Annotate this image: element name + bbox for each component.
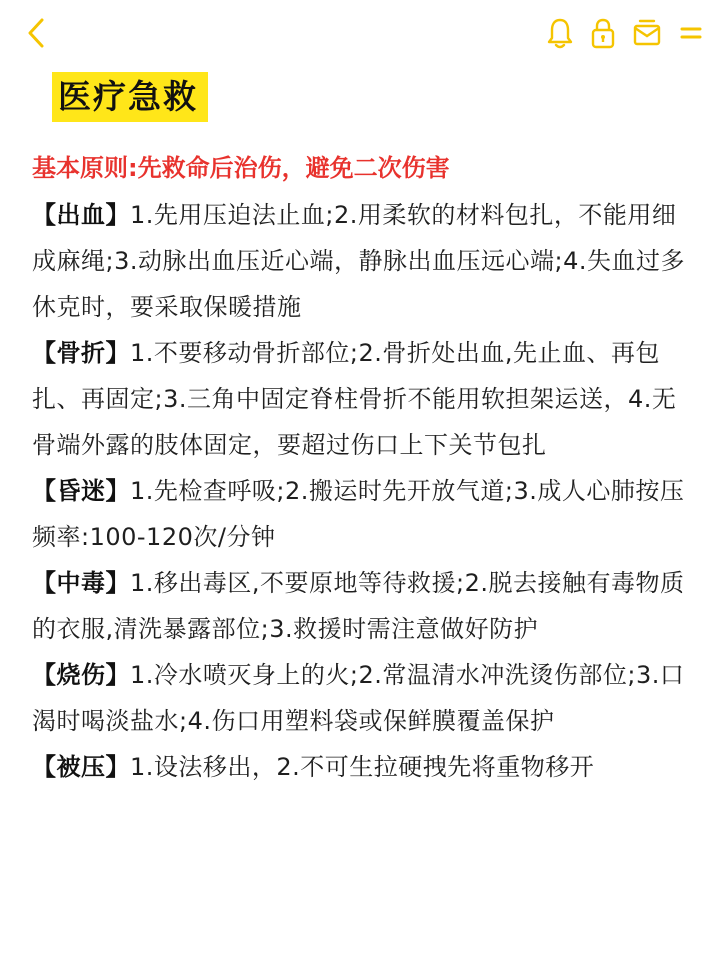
- section-label: 【烧伤】: [32, 661, 130, 689]
- menu-icon[interactable]: [678, 16, 704, 54]
- section-label: 【骨折】: [32, 339, 130, 367]
- page-title: 医疗急救: [52, 72, 208, 122]
- section-label: 【出血】: [32, 201, 130, 229]
- section-item: [32, 744, 692, 790]
- title-wrap: [52, 72, 208, 122]
- section-text: 1.不要移动骨折部位;2.骨折处出血,先止血、再包扎、再固定;3.三角中固定脊柱骨折不能用软担架运送，4.无骨端外露的肢体固定，要超过伤口上下关节包扎: [32, 339, 677, 459]
- section-text: 1.先用压迫法止血;2.用柔软的材料包扎，不能用细成麻绳;3.动脉出血压近心端，静脉出血压远心端;4.失血过多休克时，要采取保暖措施: [32, 201, 685, 321]
- chevron-left-icon[interactable]: [22, 16, 52, 50]
- section-text: 1.冷水喷灭身上的火;2.常温清水冲洗烫伤部位;3.口渴时喝淡盐水;4.伤口用塑料袋或保鲜膜覆盖保护: [32, 661, 685, 735]
- top-bar: [0, 0, 720, 68]
- section-item: [32, 330, 692, 468]
- section-label: 【中毒】: [32, 569, 130, 597]
- section-label: 【被压】: [32, 753, 130, 781]
- lock-icon[interactable]: [590, 16, 616, 54]
- section-item: [32, 652, 692, 744]
- toolbar-icons: [546, 16, 704, 54]
- bell-icon[interactable]: [546, 16, 574, 54]
- section-item: [32, 468, 692, 560]
- note-body: [32, 148, 692, 790]
- section-list: [32, 192, 692, 790]
- section-item: [32, 560, 692, 652]
- mail-icon[interactable]: [632, 16, 662, 54]
- section-item: [32, 192, 692, 330]
- section-label: 【昏迷】: [32, 477, 130, 505]
- section-text: 1.设法移出，2.不可生拉硬拽先将重物移开: [130, 753, 595, 781]
- section-text: 1.移出毒区,不要原地等待救援;2.脱去接触有毒物质的衣服,清洗暴露部位;3.救援时需注意做好防护: [32, 569, 685, 643]
- section-text: 1.先检查呼吸;2.搬运时先开放气道;3.成人心肺按压频率:100-120次/分钟: [32, 477, 685, 551]
- basic-principle: 基本原则:先救命后治伤，避免二次伤害: [32, 154, 450, 182]
